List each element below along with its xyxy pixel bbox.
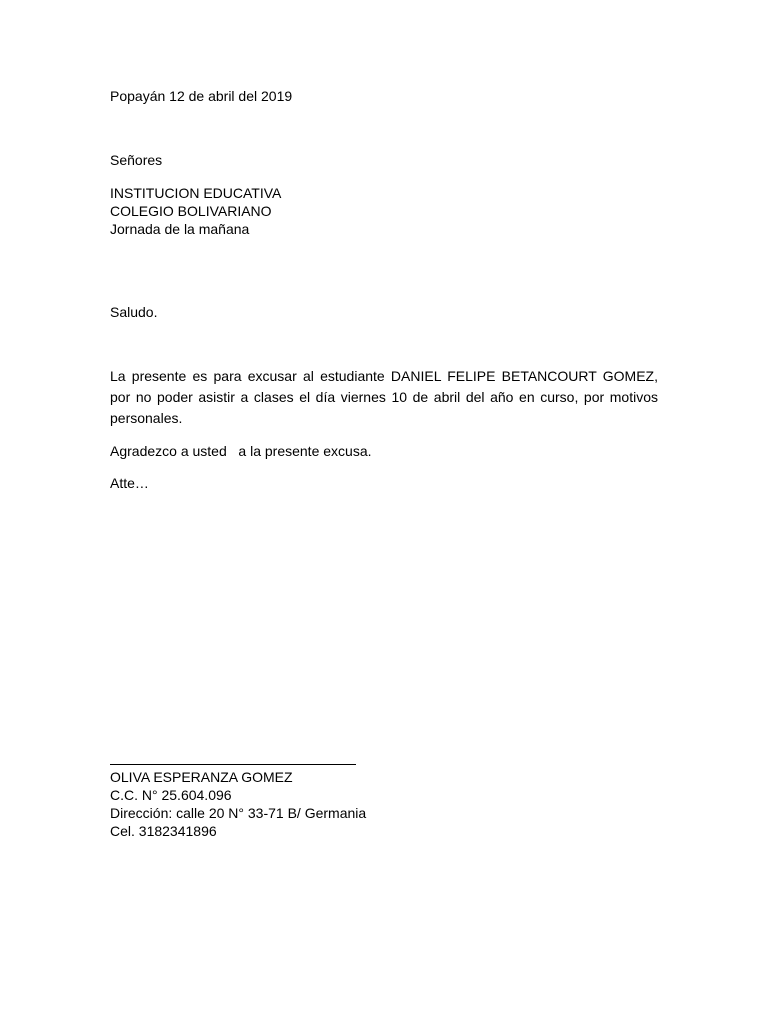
thanks-line: Agradezco a usted a la presente excusa. xyxy=(110,443,372,459)
greeting: Saludo. xyxy=(110,304,158,320)
closing: Atte… xyxy=(110,475,149,491)
signer-name: OLIVA ESPERANZA GOMEZ xyxy=(110,769,293,785)
recipient-line-3: Jornada de la mañana xyxy=(110,221,250,237)
signer-address: Dirección: calle 20 N° 33-71 B/ Germania xyxy=(110,805,367,821)
date-line: Popayán 12 de abril del 2019 xyxy=(110,88,293,104)
recipient-line-1: INSTITUCION EDUCATIVA xyxy=(110,185,282,201)
signature-line xyxy=(110,764,356,765)
signer-phone: Cel. 3182341896 xyxy=(110,823,217,839)
signer-id: C.C. N° 25.604.096 xyxy=(110,787,232,803)
body-paragraph: La presente es para excusar al estudiante DANIEL FELIPE BETANCOURT GOMEZ, por no poder asistir a clases el día viernes 10 de abril del año en curso, por motivos personales. xyxy=(110,368,658,426)
recipient-line-2: COLEGIO BOLIVARIANO xyxy=(110,203,272,219)
salutation-header: Señores xyxy=(110,152,163,168)
